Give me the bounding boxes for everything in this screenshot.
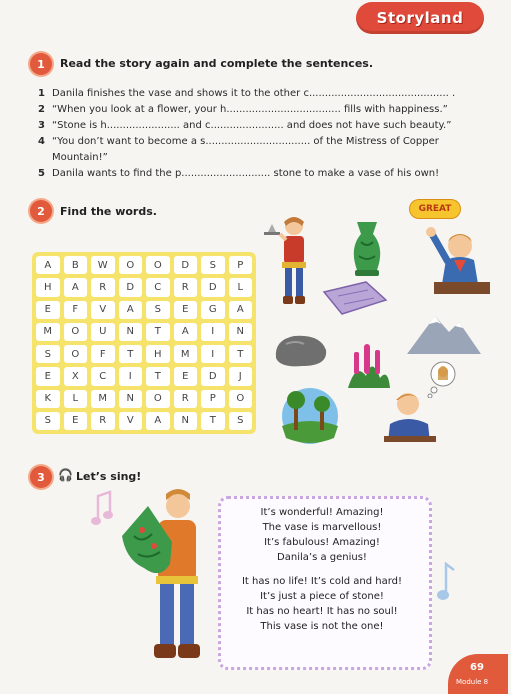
servant-boy-picture <box>262 212 322 312</box>
lyric-line: This vase is not the one! <box>260 621 384 632</box>
grid-cell: O <box>64 345 88 363</box>
lyric-line: It’s fabulous! Amazing! <box>264 537 380 548</box>
grid-cell: T <box>119 345 143 363</box>
grid-cell: H <box>36 278 60 296</box>
section-1-heading: Read the story again and complete the sentences. <box>60 57 374 70</box>
grid-cell: J <box>229 367 253 385</box>
grid-cell: E <box>64 412 88 430</box>
music-note-icon <box>90 490 114 530</box>
grid-cell: R <box>174 390 198 408</box>
grid-cell: D <box>201 278 225 296</box>
grid-cell: S <box>36 412 60 430</box>
grid-cell: I <box>201 323 225 341</box>
grid-cell: O <box>119 256 143 274</box>
grid-cell: T <box>229 345 253 363</box>
grid-cell: D <box>119 278 143 296</box>
flower-picture <box>340 332 394 392</box>
grid-cell: F <box>91 345 115 363</box>
section-2-number: 2 <box>30 200 52 222</box>
grid-cell: A <box>119 301 143 319</box>
grid-cell: H <box>146 345 170 363</box>
lyric-line: The vase is marvellous! <box>262 522 382 533</box>
grid-cell: T <box>146 323 170 341</box>
grid-cell: A <box>64 278 88 296</box>
grid-cell: S <box>229 412 253 430</box>
lyric-line: It’s just a piece of stone! <box>260 591 384 602</box>
grid-cell: C <box>91 367 115 385</box>
headphones-icon: 🎧 <box>58 468 73 482</box>
grid-cell: E <box>174 301 198 319</box>
pillow-picture <box>318 278 390 318</box>
grid-cell: A <box>146 412 170 430</box>
sentence-list <box>38 86 476 182</box>
list-item: 4 “You don’t want to become a s................................. of the Mistress of Copper <box>38 136 439 147</box>
grid-cell: A <box>174 323 198 341</box>
grid-cell: A <box>36 256 60 274</box>
grid-cell: T <box>201 412 225 430</box>
happy-man-picture <box>420 220 490 296</box>
grid-cell: O <box>146 256 170 274</box>
grid-cell: N <box>119 390 143 408</box>
grid-cell: D <box>201 367 225 385</box>
grid-cell: O <box>64 323 88 341</box>
music-note-icon-right <box>436 560 460 602</box>
grid-cell: N <box>229 323 253 341</box>
word-search-grid <box>32 252 256 434</box>
grid-cell: N <box>174 412 198 430</box>
grid-cell: R <box>91 278 115 296</box>
grid-cell: O <box>146 390 170 408</box>
grid-cell: P <box>201 390 225 408</box>
section-1-number: 1 <box>30 53 52 75</box>
grid-cell: E <box>36 367 60 385</box>
danila-with-vase-picture <box>120 484 230 674</box>
grid-cell: V <box>91 301 115 319</box>
grid-cell: R <box>91 412 115 430</box>
section-3-heading: Let’s sing! <box>76 470 142 483</box>
malachite-vase-picture <box>347 218 387 280</box>
grid-cell: S <box>146 301 170 319</box>
section-3-number: 3 <box>30 466 52 488</box>
grid-cell: K <box>36 390 60 408</box>
grid-cell: I <box>201 345 225 363</box>
grid-cell: D <box>174 256 198 274</box>
grid-cell: W <box>91 256 115 274</box>
stone-picture <box>272 332 330 370</box>
grid-cell: I <box>119 367 143 385</box>
lyric-line: It has no life! It’s cold and hard! <box>241 576 403 587</box>
grid-cell: M <box>91 390 115 408</box>
list-item: 5 Danila wants to find the p............................ stone to make a vase of his own! <box>38 168 440 179</box>
lyric-line: It’s wonderful! Amazing! <box>260 507 384 518</box>
grid-cell: E <box>174 367 198 385</box>
list-item: 2 “When you look at a flower, your h.................................... fills with happiness.” <box>38 104 448 115</box>
grid-cell: P <box>229 256 253 274</box>
lyric-line: Danila’s a genius! <box>277 552 367 563</box>
grid-cell: S <box>201 256 225 274</box>
grid-cell: L <box>64 390 88 408</box>
grid-cell: T <box>146 367 170 385</box>
grid-cell: R <box>174 278 198 296</box>
grid-cell: S <box>36 345 60 363</box>
section-2-heading: Find the words. <box>60 205 157 218</box>
thinking-man-picture <box>384 388 436 444</box>
great-badge: GREAT <box>410 200 460 218</box>
grid-cell: F <box>64 301 88 319</box>
grid-cell: U <box>91 323 115 341</box>
grid-cell: O <box>229 390 253 408</box>
grid-cell: B <box>64 256 88 274</box>
storyland-banner <box>356 2 484 34</box>
list-item: 1 Danila finishes the vase and shows it to the other c............................................ . <box>38 88 456 99</box>
grid-cell: N <box>119 323 143 341</box>
banner-title: Storyland <box>376 9 464 27</box>
lyric-line: It has no heart! It has no soul! <box>246 606 398 617</box>
grid-cell: L <box>229 278 253 296</box>
grid-cell: A <box>229 301 253 319</box>
grid-cell: M <box>36 323 60 341</box>
list-item-continuation: Mountain!” <box>52 152 108 163</box>
song-lyrics <box>218 505 426 634</box>
forest-picture <box>278 386 342 446</box>
page-number-tab <box>448 654 508 694</box>
list-item: 3 “Stone is h....................... and c....................... and does not have such beauty.” <box>38 120 452 131</box>
page-number: 69 <box>470 662 484 673</box>
mountain-picture <box>405 308 483 356</box>
grid-cell: G <box>201 301 225 319</box>
grid-cell: X <box>64 367 88 385</box>
grid-cell: C <box>146 278 170 296</box>
grid-cell: M <box>174 345 198 363</box>
grid-cell: V <box>119 412 143 430</box>
module-label: Module 8 <box>456 678 489 686</box>
grid-cell: E <box>36 301 60 319</box>
